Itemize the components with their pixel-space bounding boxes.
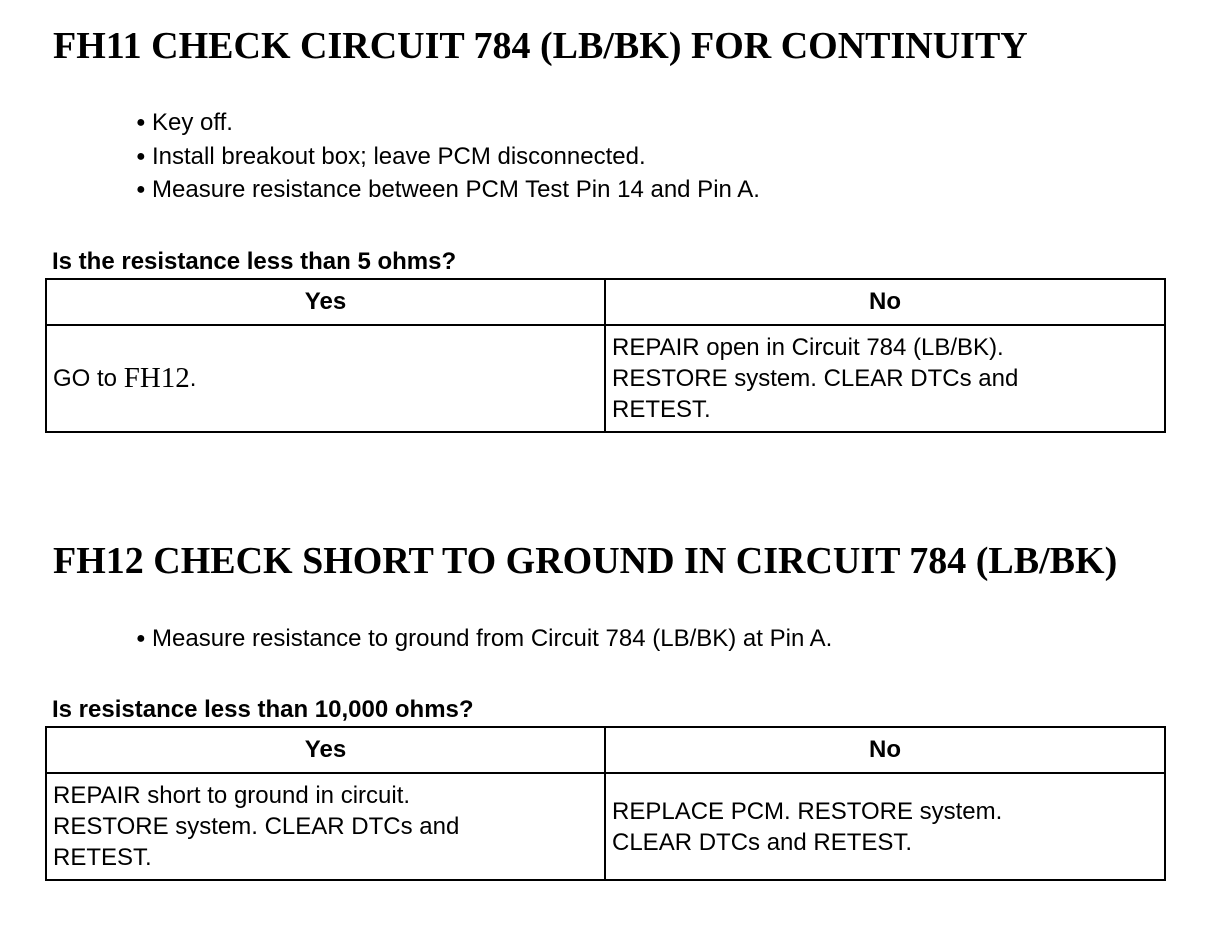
bullet-icon: ● bbox=[136, 147, 146, 165]
bullet-icon: ● bbox=[136, 114, 146, 131]
list-item bbox=[136, 140, 760, 174]
fh12-question: Is resistance less than 10,000 ohms? bbox=[52, 696, 474, 723]
no-action-line: CLEAR DTCs and RETEST. bbox=[612, 828, 913, 856]
list-item bbox=[136, 622, 832, 656]
go-to-label: GO to bbox=[53, 365, 118, 393]
no-action-line: REPLACE PCM. RESTORE system. bbox=[612, 797, 1003, 825]
fh11-question: Is the resistance less than 5 ohms? bbox=[52, 248, 457, 275]
table-header-row bbox=[46, 279, 1165, 325]
fh12-bullet-list bbox=[136, 622, 832, 656]
no-column-header: No bbox=[605, 279, 1165, 325]
bullet-text: Key off. bbox=[152, 109, 233, 136]
yes-column-header: Yes bbox=[46, 727, 605, 773]
table-header-row bbox=[46, 727, 1165, 773]
no-action-line: REPAIR open in Circuit 784 (LB/BK). bbox=[612, 334, 1004, 361]
yes-action-cell bbox=[46, 325, 605, 432]
yes-action-line: RESTORE system. CLEAR DTCs and bbox=[53, 813, 460, 840]
yes-column-header: Yes bbox=[46, 279, 605, 325]
no-action-cell bbox=[605, 773, 1165, 880]
no-action-cell bbox=[605, 325, 1165, 432]
yes-action-cell bbox=[46, 773, 605, 880]
fh11-heading: FH11 CHECK CIRCUIT 784 (LB/BK) FOR CONTINUITY bbox=[53, 25, 1028, 67]
no-action-line: RETEST. bbox=[612, 396, 711, 423]
bullet-text: Install breakout box; leave PCM disconnected. bbox=[152, 142, 646, 170]
no-column-header: No bbox=[605, 727, 1165, 773]
table-row bbox=[46, 325, 1165, 432]
go-to-period: . bbox=[189, 365, 197, 393]
bullet-icon: ● bbox=[136, 630, 146, 647]
bullet-text: Measure resistance between PCM Test Pin 14 and Pin A. bbox=[152, 176, 760, 203]
fh12-step-link[interactable]: FH12 bbox=[123, 362, 190, 395]
bullet-icon: ● bbox=[136, 181, 146, 198]
no-action-line: RESTORE system. CLEAR DTCs and bbox=[612, 365, 1019, 392]
list-item bbox=[136, 106, 760, 140]
bullet-text: Measure resistance to ground from Circuit 784 (LB/BK) at Pin A. bbox=[152, 625, 833, 652]
fh11-bullet-list bbox=[136, 106, 760, 207]
fh12-heading: FH12 CHECK SHORT TO GROUND IN CIRCUIT 784 (LB/BK) bbox=[53, 540, 1118, 582]
fh12-result-table bbox=[45, 726, 1166, 881]
yes-action-line: RETEST. bbox=[53, 844, 152, 871]
table-row bbox=[46, 773, 1165, 880]
fh11-result-table bbox=[45, 278, 1166, 433]
list-item bbox=[136, 173, 760, 207]
yes-action-line: REPAIR short to ground in circuit. bbox=[53, 782, 411, 809]
